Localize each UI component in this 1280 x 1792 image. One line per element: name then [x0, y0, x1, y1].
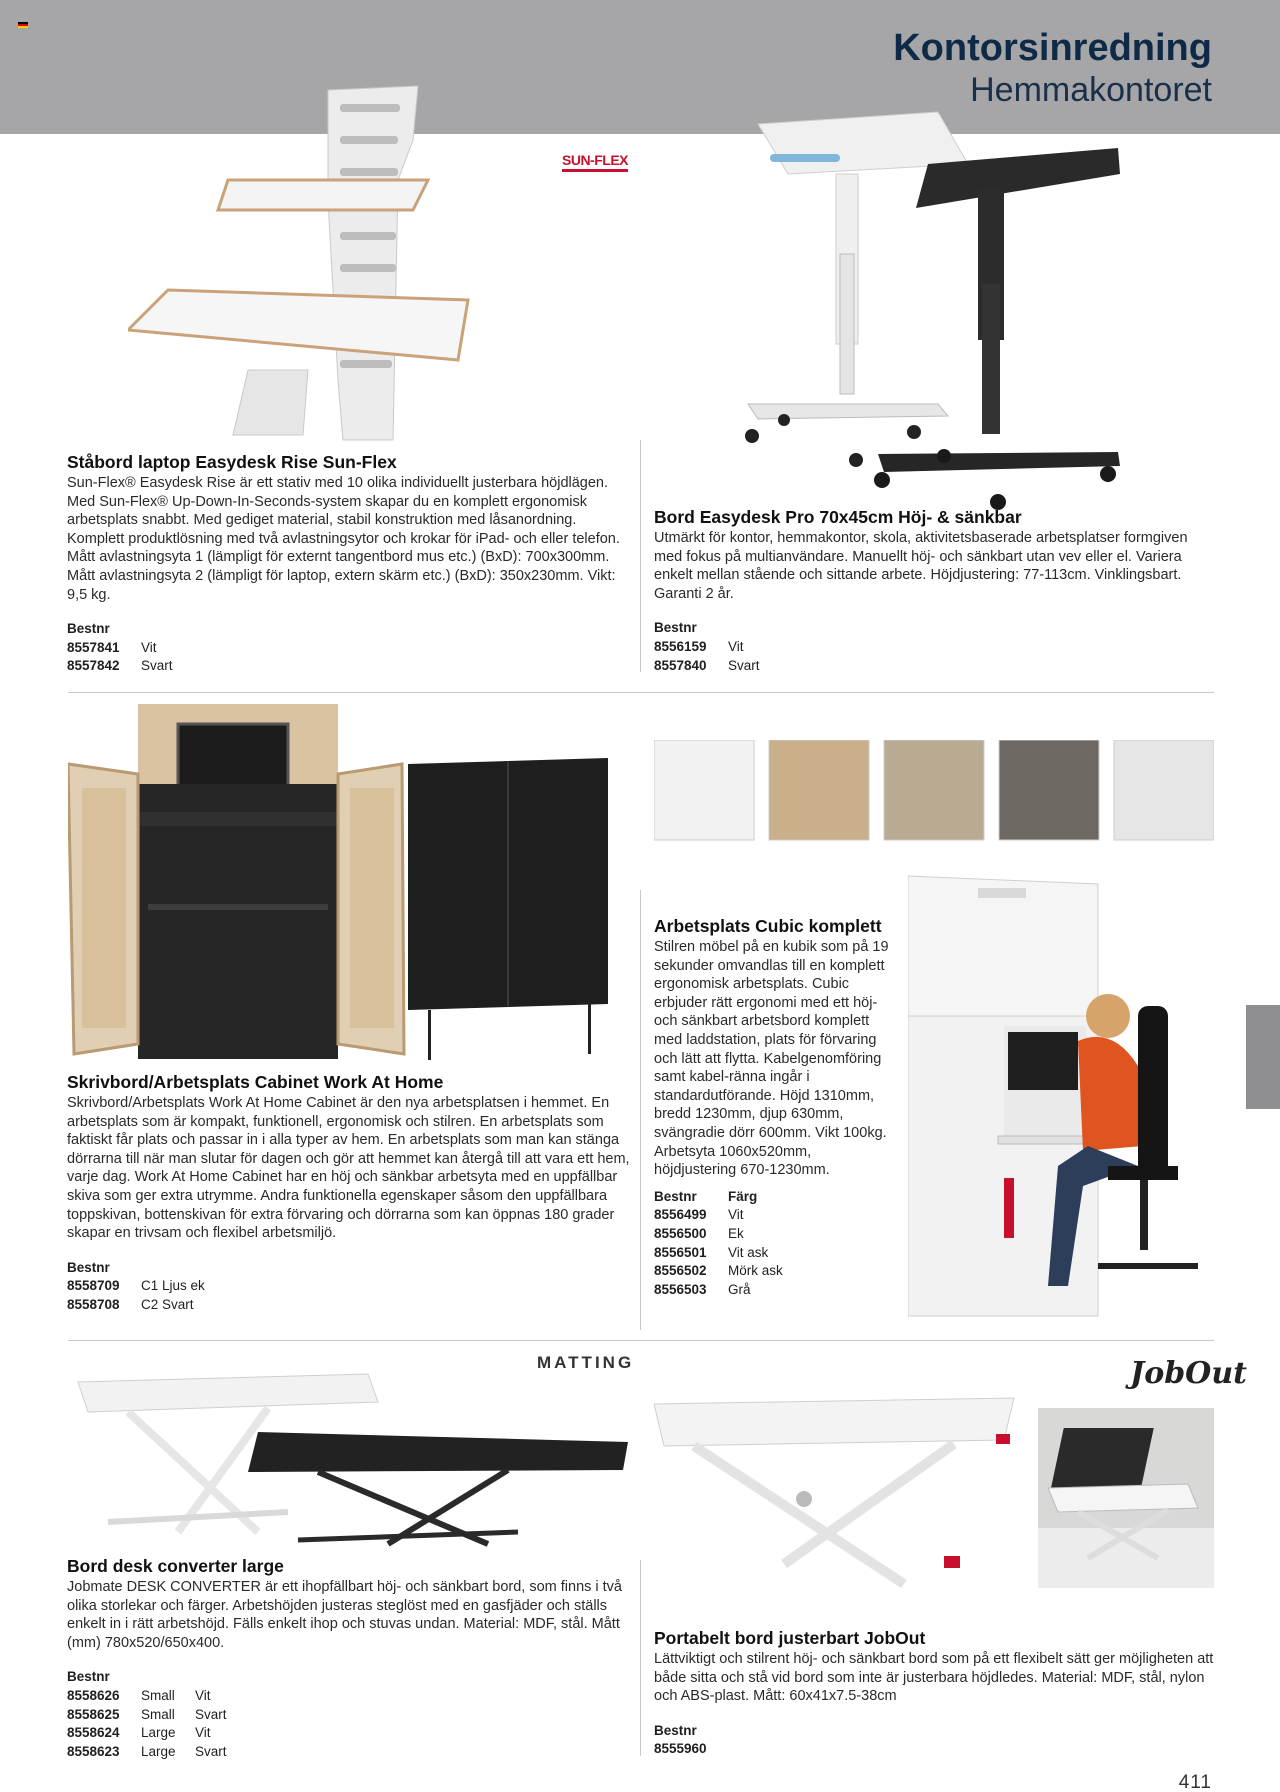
product-title: Arbetsplats Cubic komplett: [654, 916, 882, 936]
variant: Ek: [728, 1225, 744, 1241]
table-row: [654, 1262, 894, 1281]
article-number: 8556501: [654, 1244, 707, 1260]
table-row: [67, 1706, 633, 1725]
product-jobout: [654, 1628, 1214, 1759]
article-number: 8558625: [67, 1706, 120, 1722]
table-row: [654, 638, 1194, 657]
variant: Mörk ask: [728, 1263, 783, 1279]
product-title: Skrivbord/Arbetsplats Cabinet Work At Home: [67, 1072, 444, 1092]
article-number: 8555960: [654, 1741, 707, 1757]
variant: Vit: [728, 1207, 744, 1223]
variant: Vit: [195, 1725, 211, 1741]
side-index-tab: [1246, 1005, 1280, 1109]
product-description: Stilren möbel på en kubik som på 19 sekunder omvandlas till en komplett ergonomisk arbetsplats. Cubic erbjuder rätt ergonomi med ett höj- och sänkbart arbetsbord komplett med laddstation, plats för förvaring och lätt att flytta. Kabelgenomföring samt kabel-ränna ingår i standardutförande. Höjd 1310mm, bredd 1230mm, djup 630mm, svängradie dörr 600mm. Vikt 100kg. Arbetsyta 1060x520mm, höjdjustering 670-1230mm.: [654, 939, 889, 1179]
table-row: [654, 1281, 894, 1300]
product-cubic: [654, 916, 894, 1299]
size: Large: [141, 1743, 176, 1759]
order-header: Bestnr: [67, 1669, 110, 1685]
table-row: [67, 639, 627, 658]
product-title: Portabelt bord justerbart JobOut: [654, 1628, 926, 1648]
size: Small: [141, 1706, 175, 1722]
variant: Svart: [141, 658, 173, 674]
row-divider: [68, 1340, 1214, 1341]
article-number: 8558708: [67, 1296, 120, 1312]
order-header: Bestnr: [67, 621, 110, 637]
cubic-color-swatches: [654, 740, 1214, 850]
easydesk-rise-image: [128, 80, 508, 450]
article-number: 8556502: [654, 1263, 707, 1279]
variant: Svart: [728, 657, 760, 673]
table-row: [67, 1277, 633, 1296]
table-row: [67, 1743, 633, 1762]
order-header: [654, 1188, 894, 1207]
section-title: Kontorsinredning: [893, 27, 1212, 69]
order-table: [654, 619, 1194, 675]
cubic-workstation-image: [908, 866, 1208, 1326]
table-row: [654, 1225, 894, 1244]
section-subtitle: Hemmakontoret: [970, 71, 1212, 109]
color-swatch: [769, 740, 869, 840]
article-number: 8556500: [654, 1225, 707, 1241]
article-number: 8558709: [67, 1278, 120, 1294]
column-divider: [640, 440, 641, 672]
variant: Svart: [195, 1743, 227, 1759]
product-description: Lättviktigt och stilrent höj- och sänkbart bord som på ett flexibelt sätt ger möjligheten att både sitta och stå vid bord som inte är justerbara höjdledes. Material: MDF, stål, nylon och ABS-plast. Mått: 60x41x7.5-38cm: [654, 1651, 1214, 1705]
product-description: Sun-Flex® Easydesk Rise är ett stativ med 10 olika individuellt justerbara höjdlägen. Med Sun-Flex® Up-Down-In-Seconds-system skapar du en komplett ergonomisk arbetsplats snabbt. Med gediget material, stabil konstruktion med låsanordning. Komplett produktlösning med två avlastningsytor och krokar för iPad- och eller telefon. Mått avlastningsyta 1 (lämpligt för externt tangentbord mus etc.) (BxD): 700x300mm. Mått avlastningsyta 2 (lämpligt för laptop, extern skärm etc.) (BxD): 350x230mm. Vikt: 9,5 kg.: [67, 475, 620, 603]
table-row: [67, 657, 627, 676]
article-number: 8556159: [654, 638, 707, 654]
color-swatch: [1114, 740, 1214, 840]
color-swatch: [999, 740, 1099, 840]
article-number: 8556503: [654, 1281, 707, 1297]
product-title: Ståbord laptop Easydesk Rise Sun-Flex: [67, 452, 397, 472]
size: Large: [141, 1725, 176, 1741]
order-table: [654, 1188, 894, 1300]
column-divider: [640, 1560, 641, 1756]
matting-logo: MATTING: [537, 1353, 635, 1372]
column-divider: [640, 890, 641, 1330]
sunflex-logo: SUN-FLEX: [562, 152, 628, 172]
color-swatch: [884, 740, 984, 840]
jobout-logo: JobOut: [1130, 1356, 1247, 1391]
order-table: [67, 1668, 633, 1761]
product-easydesk-rise: [67, 452, 627, 676]
variant: C2 Svart: [141, 1296, 194, 1312]
order-table: [67, 1259, 633, 1315]
size: Small: [141, 1687, 175, 1703]
section-heading: [893, 26, 1212, 110]
product-easydesk-pro: [654, 507, 1194, 675]
row-divider: [68, 692, 1214, 693]
product-title: Bord desk converter large: [67, 1556, 284, 1576]
article-number: 8557840: [654, 657, 707, 673]
order-header: Bestnr: [67, 1259, 110, 1275]
desk-converter-image: [68, 1372, 628, 1552]
table-row: [654, 1206, 894, 1225]
product-description: Jobmate DESK CONVERTER är ett ihopfällbart höj- och sänkbart bord, som finns i två olika storlekar och färger. Arbetshöjden justeras steglöst med en gasfjäder och ställs enkelt in i rätt arbetshöjd. Fälls enkelt ihop och stuvas undan. Material: MDF, stål. Mått (mm) 780x520/650x400.: [67, 1579, 623, 1651]
variant: Vit: [195, 1687, 211, 1703]
article-number: 8558626: [67, 1687, 120, 1703]
article-number: 8557842: [67, 658, 120, 674]
product-title: Bord Easydesk Pro 70x45cm Höj- & sänkbar: [654, 507, 1022, 527]
order-table: [654, 1722, 1214, 1759]
product-description: Skrivbord/Arbetsplats Work At Home Cabinet är den nya arbetsplatsen i hemmet. En arbetsplats som är kompakt, funktionell, ergonomisk och stilren. En arbetsplats som faktiskt får plats och passar in i alla typer av hem. En arbetsplats som man kan stänga dörrarna till när man slutar för dagen och gör att hemmet kan återgå till att vara ett hem, varje dag. Work At Home Cabinet har en höj och sänkbar arbetsyta med en uppfällbar skiva som ger extra utrymme. Andra funktionella egenskaper såsom den uppfällbara toppskivan, bottenskivan för extra förvaring och dörrarna som kan öppnas 180 grader skapar en trivsam och flexibel arbetsmiljö.: [67, 1095, 630, 1242]
swatch-row: [654, 740, 1214, 840]
table-row: [67, 1296, 633, 1315]
table-row: [654, 1740, 1214, 1759]
order-header-color: Färg: [728, 1188, 758, 1204]
article-number: 8556499: [654, 1207, 707, 1223]
jobout-lifestyle-image: [1038, 1408, 1214, 1588]
variant: Vit: [141, 639, 157, 655]
cabinet-image: [68, 704, 608, 1064]
table-row: [67, 1687, 633, 1706]
variant: Vit ask: [728, 1244, 769, 1260]
variant: Svart: [195, 1706, 227, 1722]
variant: Grå: [728, 1281, 751, 1297]
flag-icon: [18, 22, 28, 28]
order-table: [67, 620, 627, 676]
variant: C1 Ljus ek: [141, 1278, 205, 1294]
page-number: 411: [1178, 1772, 1212, 1792]
article-number: 8558623: [67, 1743, 120, 1759]
product-description: Utmärkt för kontor, hemmakontor, skola, aktivitetsbaserade arbetsplatser formgiven med fokus på multianvändare. Manuellt höj- och sänkbart utan vev eller el. Variera enkelt mellan stående och sittande arbete. Höjdjustering: 77-113cm. Vinklingsbart. Garanti 2 år.: [654, 530, 1188, 602]
jobout-table-image: [654, 1384, 1024, 1604]
order-header-number: Bestnr: [654, 1188, 697, 1204]
order-header: Bestnr: [654, 1722, 697, 1738]
color-swatch: [654, 740, 754, 840]
order-header: Bestnr: [654, 620, 697, 636]
table-row: [67, 1724, 633, 1743]
easydesk-pro-image: [728, 104, 1148, 514]
table-row: [654, 657, 1194, 676]
product-cabinet: [67, 1072, 633, 1315]
variant: Vit: [728, 638, 744, 654]
product-desk-converter: [67, 1556, 633, 1761]
article-number: 8558624: [67, 1725, 120, 1741]
table-row: [654, 1244, 894, 1263]
article-number: 8557841: [67, 639, 120, 655]
